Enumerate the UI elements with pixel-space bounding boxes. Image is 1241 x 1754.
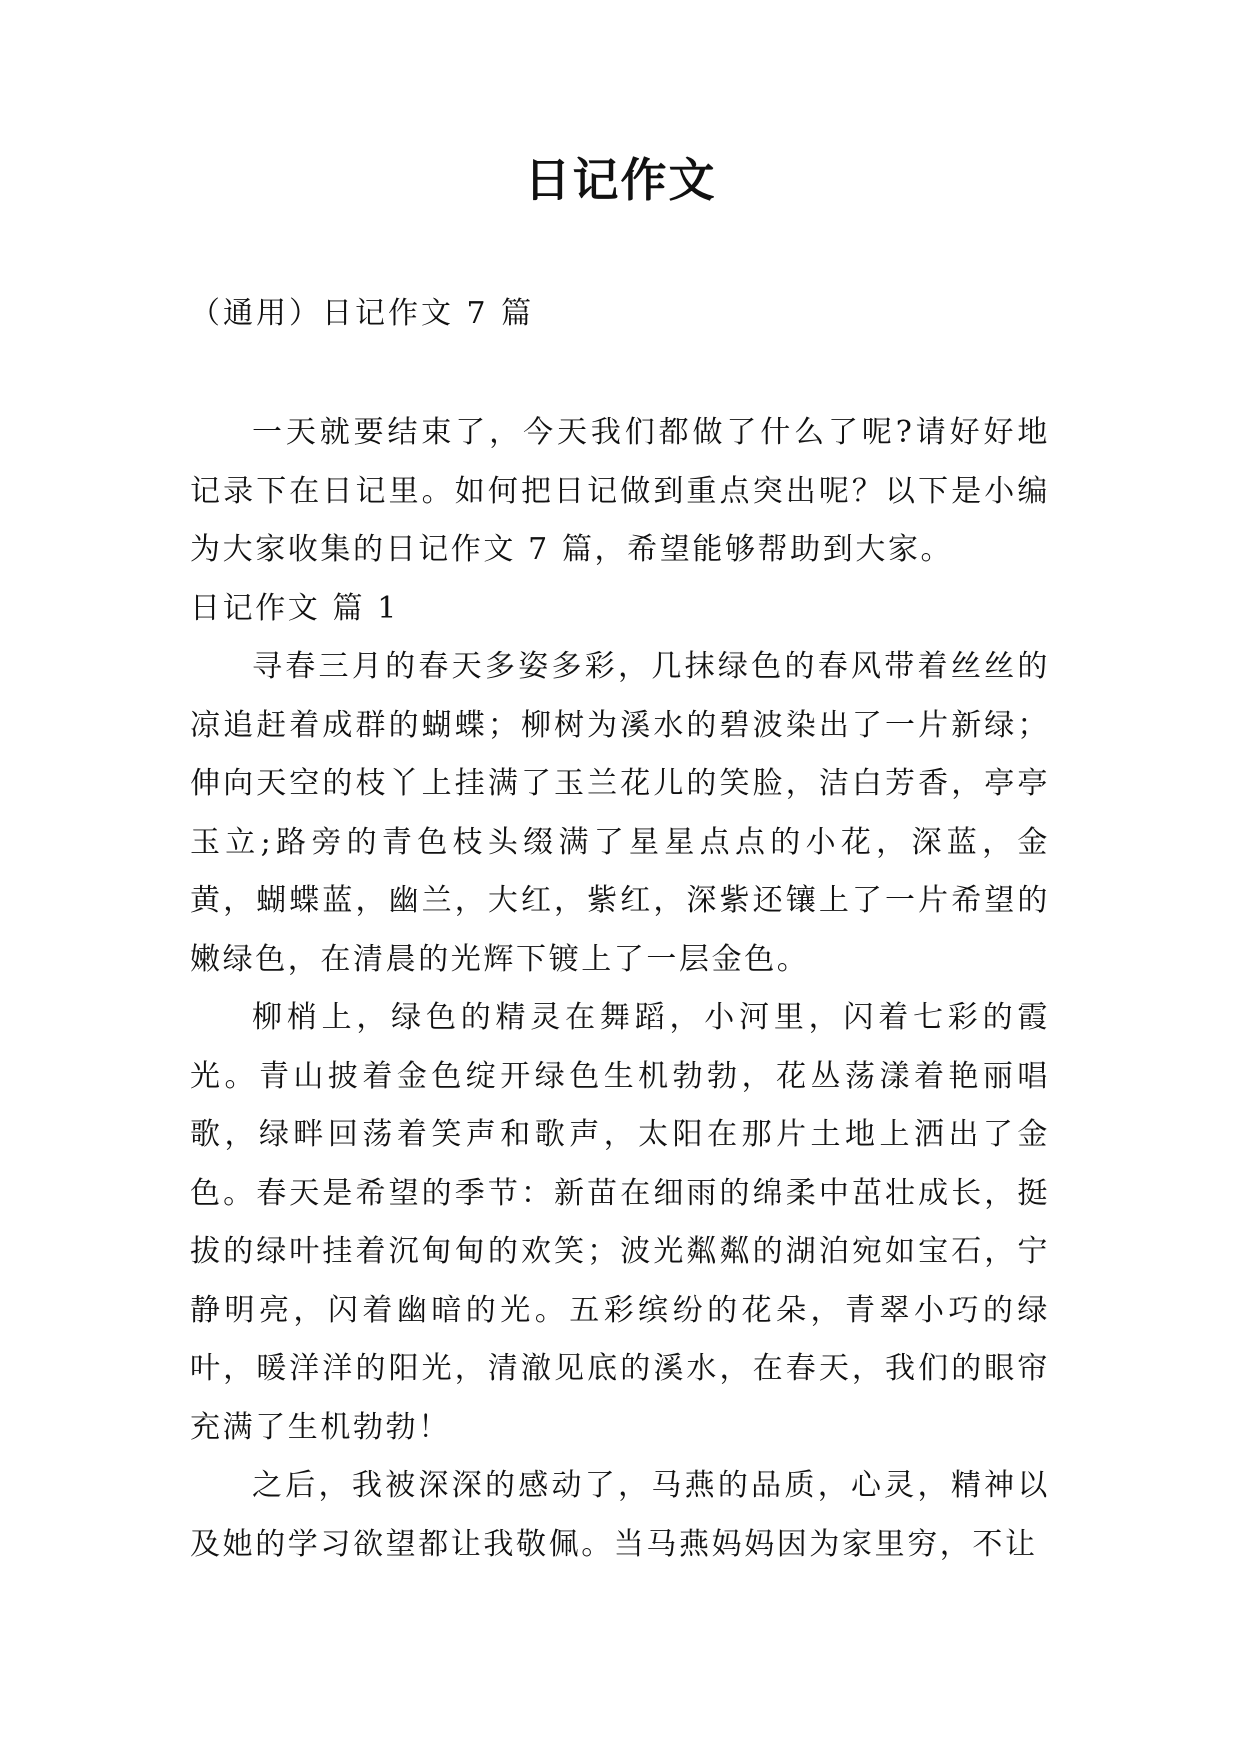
document-body — [190, 404, 1050, 1574]
intro-paragraph: 一天就要结束了，今天我们都做了什么了呢?请好好地记录下在日记里。如何把日记做到重点突出呢？以下是小编为大家收集的日记作文 7 篇，希望能够帮助到大家。 — [190, 415, 1050, 567]
body-paragraph-1: 寻春三月的春天多姿多彩，几抹绿色的春风带着丝丝的凉追赶着成群的蝴蝶；柳树为溪水的碧波染出了一片新绿；伸向天空的枝丫上挂满了玉兰花儿的笑脸，洁白芳香，亭亭玉立;路旁的青色枝头缀满了星星点点的小花，深蓝，金黄，蝴蝶蓝，幽兰，大红，紫红，深紫还镶上了一片希望的嫩绿色，在清晨的光辉下镀上了一层金色。 — [190, 649, 1050, 977]
document-subtitle: （通用）日记作文 7 篇 — [190, 296, 535, 331]
body-paragraph-3: 之后，我被深深的感动了，马燕的品质，心灵，精神以及她的学习欲望都让我敬佩。当马燕妈妈因为家里穷，不让 — [190, 1468, 1050, 1562]
section-heading: 日记作文 篇 1 — [190, 590, 399, 626]
document-title: 日记作文 — [524, 153, 717, 207]
body-paragraph-2: 柳梢上，绿色的精灵在舞蹈，小河里，闪着七彩的霞光。青山披着金色绽开绿色生机勃勃，花丛荡漾着艳丽唱歌，绿畔回荡着笑声和歌声，太阳在那片土地上洒出了金色。春天是希望的季节：新苗在细雨的绵柔中茁壮成长，挺拔的绿叶挂着沉甸甸的欢笑；波光粼粼的湖泊宛如宝石，宁静明亮，闪着幽暗的光。五彩缤纷的花朵，青翠小巧的绿叶，暖洋洋的阳光，清澈见底的溪水，在春天，我们的眼帘充满了生机勃勃！ — [190, 1000, 1050, 1445]
